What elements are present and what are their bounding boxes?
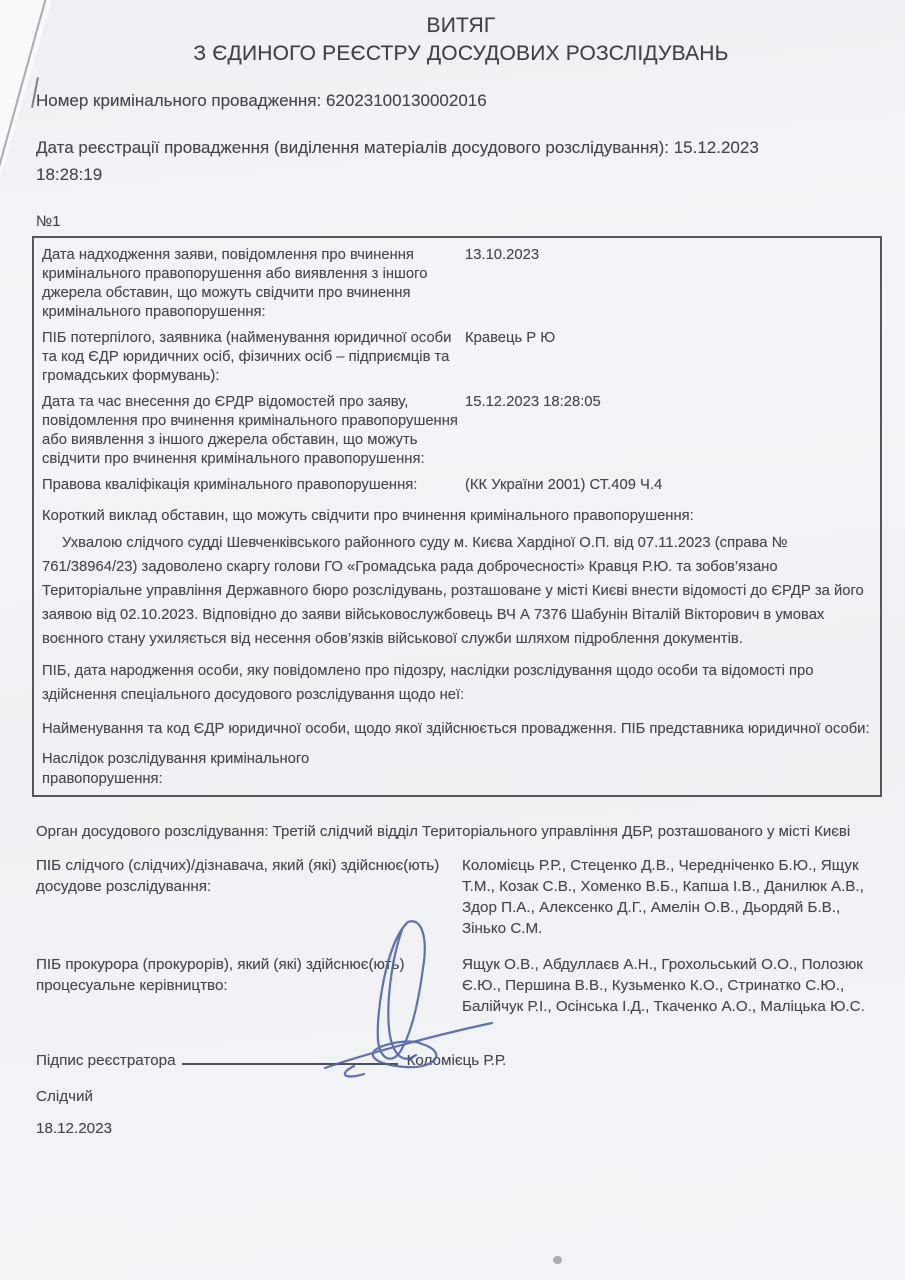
table-row xyxy=(42,476,872,495)
prosecutors-row xyxy=(36,954,886,1017)
prosecutors-value: Ящук О.В., Абдуллаєв А.Н., Грохольський О.О., Полозюк Є.Ю., Першина В.В., Кузьменко К.О., Стринатко С.Ю., Балійчук Р.І., Осінська І.Д., Ткаченко А.О., Маліцька Ю.С. xyxy=(462,956,865,1015)
outcome-label: Наслідок розслідування кримінального правопорушення: xyxy=(42,751,310,787)
table-row xyxy=(42,246,872,322)
investigation-body-line: Орган досудового розслідування: Третій слідчий відділ Територіального управління ДБР, розташованого у місті Києві xyxy=(36,823,851,840)
signature-underline xyxy=(182,1047,398,1065)
row-label: ПІБ потерпілого, заявника (найменування юридичної особи та код ЄДР юридичних осіб, фізичних осіб – підприємців та громадських формувань): xyxy=(42,330,452,384)
registrar-signature-row xyxy=(36,1047,886,1069)
record-number: №1 xyxy=(36,213,61,230)
document-date: 18.12.2023 xyxy=(36,1119,113,1137)
table-row xyxy=(42,329,872,386)
title-line-1: ВИТЯГ xyxy=(426,14,496,37)
signature-label: Підпис реєстратора xyxy=(36,1051,176,1069)
signer-title: Слідчий xyxy=(36,1087,93,1105)
row-label: Правова кваліфікація кримінального правопорушення: xyxy=(42,477,418,493)
table-row xyxy=(42,393,872,469)
prosecutors-label: ПІБ прокурора (прокурорів), який (які) здійснює(ють) процесуальне керівництво: xyxy=(36,956,405,994)
title-line-2: З ЄДИНОГО РЕЄСТРУ ДОСУДОВИХ РОЗСЛІДУВАНЬ xyxy=(193,42,729,65)
investigators-value: Коломієць Р.Р., Стеценко Д.В., Чередніченко Б.Ю., Ящук Т.М., Козак С.В., Хоменко В.Б., Капша І.В., Данилюк А.В., Здор П.А., Алексенко Д.Г., Амелін О.В., Дьордяй Б.В., Зінько С.М. xyxy=(462,857,864,937)
scan-speck-artifact xyxy=(553,1256,562,1264)
record-table xyxy=(32,236,882,797)
case-number-line: Номер кримінального провадження: 62023100130002016 xyxy=(36,91,487,110)
row-value: Кравець Р Ю xyxy=(465,330,556,346)
summary-heading: Короткий виклад обставин, що можуть свідчити про вчинення кримінального правопорушення: xyxy=(42,508,694,524)
investigators-row xyxy=(36,855,886,939)
summary-paragraph: Ухвалою слідчого судді Шевченківського районного суду м. Києва Хардіної О.П. від 07.11.2023 (справа № 761/38964/23) задоволено скаргу голови ГО «Громадська рада доброчесності» Кравця Р.Ю. та зобов’язано Територіальне управління Державного бюро розслідувань, розташоване у місті Києві внести відомості до ЄРДР за його заявою від 02.10.2023. Відповідно до заяви військовослужбовець ВЧ А 7376 Шабунін Віталій Вікторович в умовах воєнного стану ухиляється від несення обов’язків військової служби шляхом підроблення документів. xyxy=(42,535,864,647)
investigators-label: ПІБ слідчого (слідчих)/дізнавача, який (які) здійснює(ють) досудове розслідування: xyxy=(36,857,440,895)
registration-date-line xyxy=(36,134,886,188)
row-value: (КК України 2001) СТ.409 Ч.4 xyxy=(465,477,663,493)
suspect-heading: ПІБ, дата народження особи, яку повідомлено про підозру, наслідки розслідування щодо особи та відомості про здійснення спеціального досудового розслідування щодо неї: xyxy=(42,663,814,703)
row-label: Дата надходження заяви, повідомлення про вчинення кримінального правопорушення або виявлення з іншого джерела обставин, що можуть свідчити про вчинення кримінального правопорушення: xyxy=(42,247,428,320)
row-label: Дата та час внесення до ЄРДР відомостей про заяву, повідомлення про вчинення кримінального правопорушення або виявлення з іншого джерела обставин, що можуть свідчити про вчинення кримінального правопорушення: xyxy=(42,394,458,467)
registrar-name: Коломієць Р.Р. xyxy=(406,1051,507,1069)
row-value: 15.12.2023 18:28:05 xyxy=(465,394,601,410)
row-value: 13.10.2023 xyxy=(465,247,540,263)
document-footer xyxy=(36,823,886,1137)
registration-date-line-2: 18:28:19 xyxy=(36,165,103,184)
document-title xyxy=(36,12,886,68)
registration-date-line-1: Дата реєстрації провадження (виділення матеріалів досудового розслідування): 15.12.2023 xyxy=(36,138,759,157)
legal-entity-heading: Найменування та код ЄДР юридичної особи, щодо якої здійснюється провадження. ПІБ представника юридичної особи: xyxy=(42,721,870,737)
